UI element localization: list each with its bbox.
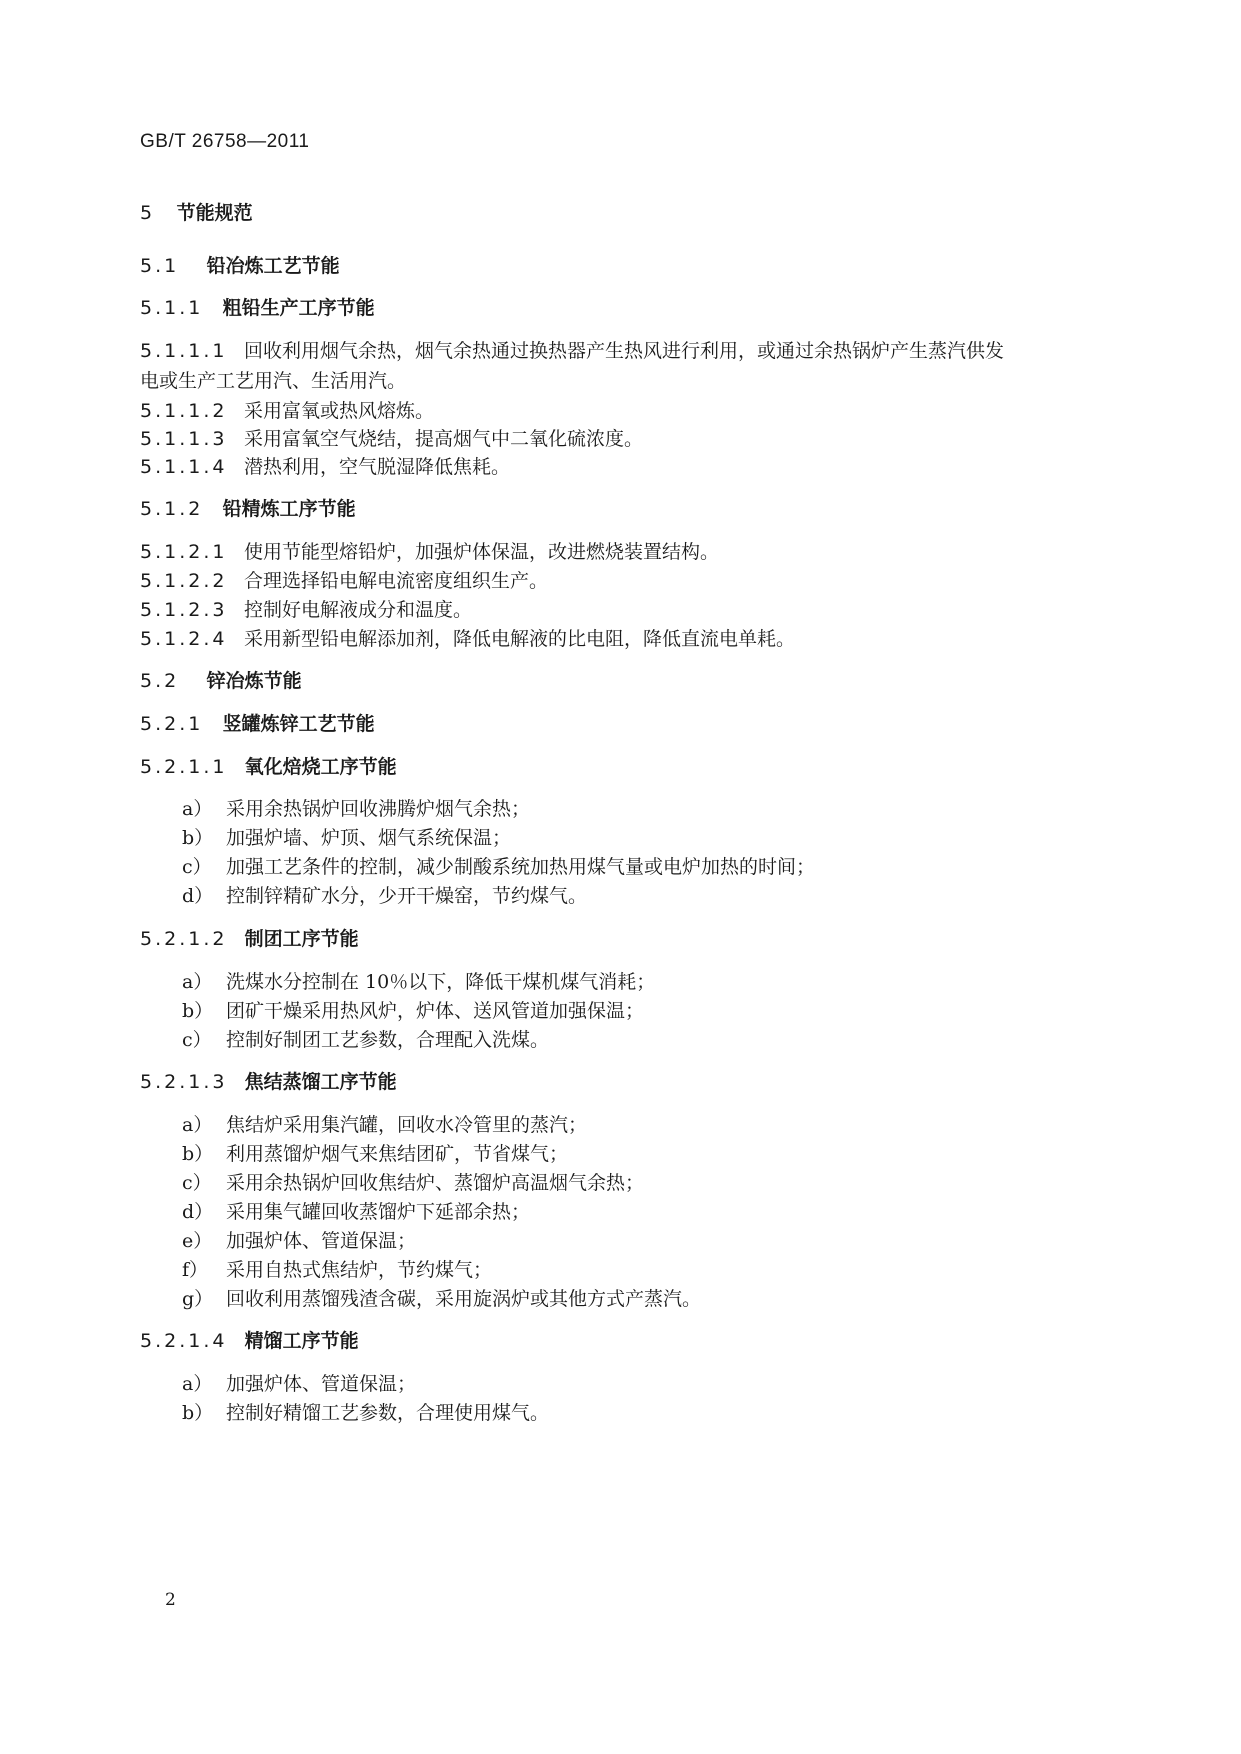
list-item: [182, 1201, 530, 1224]
list-item-text: 控制锌精矿水分，少开干燥窑，节约煤气。: [226, 885, 588, 907]
list-item-label: g）: [182, 1288, 214, 1310]
page-number: 2: [165, 1590, 176, 1610]
list-item-label: a）: [182, 798, 213, 820]
chapter-title: 节能规范: [176, 202, 253, 224]
clause-text: 回收利用烟气余热，烟气余热通过换热器产生热风进行利用，或通过余热锅炉产生蒸汽供发: [244, 340, 1005, 362]
subsection-title: 粗铅生产工序节能: [222, 297, 375, 319]
list-item-label: a）: [182, 1373, 213, 1395]
clause-heading: [140, 1330, 359, 1353]
clause-text: 合理选择铅电解电流密度组织生产。: [244, 570, 549, 592]
clause-text: 使用节能型熔铅炉，加强炉体保温，改进燃烧装置结构。: [244, 541, 720, 563]
clause-paragraph: [140, 628, 795, 651]
list-item-text: 利用蒸馏炉烟气来焦结团矿，节省煤气；: [226, 1143, 569, 1165]
section-title: 铅冶炼工艺节能: [206, 255, 340, 277]
list-item-text: 洗煤水分控制在 10％以下，降低干煤机煤气消耗；: [226, 971, 656, 993]
list-item-label: b）: [182, 827, 214, 849]
list-item-label: a）: [182, 1114, 213, 1136]
list-item-text: 采用自热式焦结炉，节约煤气；: [226, 1259, 493, 1281]
subsection-title: 竖罐炼锌工艺节能: [222, 713, 375, 735]
section-number: 5.2: [140, 670, 180, 692]
clause-heading: [140, 1071, 397, 1094]
list-item-text: 采用集气罐回收蒸馏炉下延部余热；: [226, 1201, 531, 1223]
subsection-title: 铅精炼工序节能: [222, 498, 356, 520]
clause-number: 5.2.1.4: [140, 1330, 228, 1352]
clause-title: 焦结蒸馏工序节能: [244, 1071, 397, 1093]
list-item-label: b）: [182, 1000, 214, 1022]
list-item: [182, 1172, 644, 1195]
list-item-text: 控制好精馏工艺参数，合理使用煤气。: [226, 1402, 550, 1424]
clause-heading: [140, 756, 397, 779]
standard-code: GB/T 26758—2011: [140, 131, 310, 152]
clause-number: 5.1.2.1: [140, 541, 228, 563]
clause-text: 控制好电解液成分和温度。: [244, 599, 473, 621]
clause-number: 5.1.1.1: [140, 340, 228, 362]
clause-paragraph: [140, 570, 548, 593]
section-heading: [140, 670, 302, 693]
clause-paragraph: [140, 541, 719, 564]
list-item-text: 采用余热锅炉回收沸腾炉烟气余热；: [226, 798, 531, 820]
list-item-text: 团矿干燥采用热风炉，炉体、送风管道加强保温；: [226, 1000, 645, 1022]
clause-paragraph: [140, 456, 510, 479]
list-item-label: d）: [182, 1201, 214, 1223]
clause-number: 5.1.2.2: [140, 570, 228, 592]
list-item-label: f）: [182, 1259, 209, 1281]
list-item-text: 焦结炉采用集汽罐，回收水冷管里的蒸汽；: [226, 1114, 588, 1136]
subsection-heading: [140, 297, 375, 320]
clause-title: 氧化焙烧工序节能: [244, 756, 397, 778]
clause-continuation: 电或生产工艺用汽、生活用汽。: [140, 370, 407, 392]
section-number: 5.1: [140, 255, 180, 277]
section-heading: [140, 255, 340, 278]
list-item-label: b）: [182, 1143, 214, 1165]
list-item-label: b）: [182, 1402, 214, 1424]
clause-number: 5.2.1.2: [140, 928, 228, 950]
list-item-text: 加强炉墙、炉顶、烟气系统保温；: [226, 827, 512, 849]
list-item-label: a）: [182, 971, 213, 993]
list-item: [182, 1373, 416, 1396]
clause-paragraph: [140, 599, 472, 622]
clause-paragraph: [140, 400, 434, 423]
list-item-text: 加强工艺条件的控制，减少制酸系统加热用煤气量或电炉加热的时间；: [226, 856, 816, 878]
list-item: [182, 1288, 701, 1311]
section-title: 锌冶炼节能: [206, 670, 302, 692]
list-item: [182, 798, 530, 821]
list-item-text: 控制好制团工艺参数，合理配入洗煤。: [226, 1029, 550, 1051]
clause-title: 精馏工序节能: [244, 1330, 359, 1352]
clause-text: 采用富氧或热风熔炼。: [244, 400, 435, 422]
subsection-heading: [140, 713, 375, 736]
list-item: [182, 827, 511, 850]
subsection-number: 5.2.1: [140, 713, 204, 735]
clause-number: 5.2.1.3: [140, 1071, 228, 1093]
subsection-heading: [140, 498, 356, 521]
clause-number: 5.1.1.4: [140, 456, 228, 478]
list-item: [182, 1143, 568, 1166]
clause-number: 5.1.2.4: [140, 628, 228, 650]
clause-paragraph: [140, 428, 643, 451]
list-item-text: 加强炉体、管道保温；: [226, 1230, 417, 1252]
list-item: [182, 856, 815, 879]
list-item: [182, 1000, 644, 1023]
list-item: [182, 1029, 549, 1052]
clause-title: 制团工序节能: [244, 928, 359, 950]
list-item-label: c）: [182, 1029, 212, 1051]
subsection-number: 5.1.2: [140, 498, 204, 520]
chapter-heading: [140, 202, 253, 225]
clause-text: 潜热利用，空气脱湿降低焦耗。: [244, 456, 511, 478]
list-item: [182, 971, 655, 994]
list-item-text: 采用余热锅炉回收焦结炉、蒸馏炉高温烟气余热；: [226, 1172, 645, 1194]
clause-paragraph: [140, 340, 1004, 363]
list-item: [182, 885, 587, 908]
list-item: [182, 1259, 492, 1282]
list-item: [182, 1114, 587, 1137]
clause-text: 采用富氧空气烧结，提高烟气中二氧化硫浓度。: [244, 428, 644, 450]
list-item: [182, 1230, 416, 1253]
subsection-number: 5.1.1: [140, 297, 204, 319]
clause-number: 5.1.2.3: [140, 599, 228, 621]
clause-number: 5.2.1.1: [140, 756, 228, 778]
clause-heading: [140, 928, 359, 951]
clause-number: 5.1.1.2: [140, 400, 228, 422]
list-item: [182, 1402, 549, 1425]
list-item-label: c）: [182, 856, 212, 878]
chapter-number: 5: [140, 202, 156, 224]
list-item-label: c）: [182, 1172, 212, 1194]
list-item-text: 回收利用蒸馏残渣含碳，采用旋涡炉或其他方式产蒸汽。: [226, 1288, 702, 1310]
list-item-label: d）: [182, 885, 214, 907]
list-item-label: e）: [182, 1230, 213, 1252]
clause-text: 采用新型铅电解添加剂，降低电解液的比电阻，降低直流电单耗。: [244, 628, 796, 650]
clause-number: 5.1.1.3: [140, 428, 228, 450]
list-item-text: 加强炉体、管道保温；: [226, 1373, 417, 1395]
